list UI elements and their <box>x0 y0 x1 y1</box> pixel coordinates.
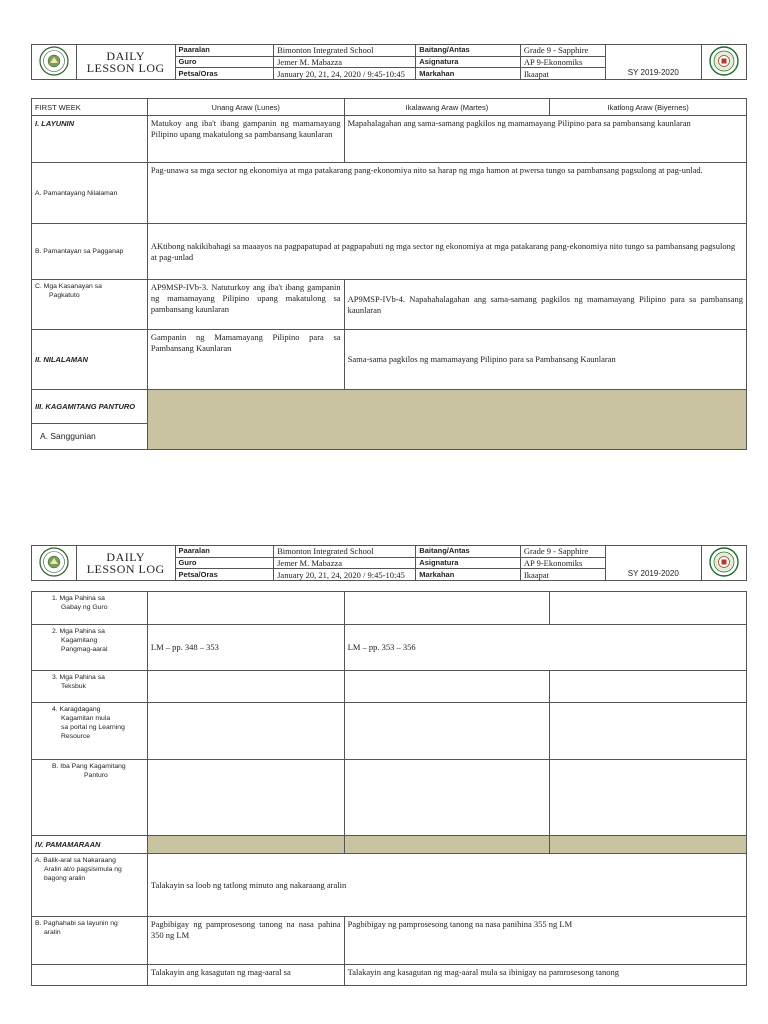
table-row <box>32 330 747 390</box>
gabay-guro-label: 1. Mga Pahina sa Gabay ng Guro <box>32 592 148 625</box>
subject-value: AP 9-Ekonomiks <box>520 56 605 68</box>
grade-value: Grade 9 - Sapphire <box>520 546 605 558</box>
nilalaman-day2: Sama-sama pagkilos ng mamamayang Pilipino para sa Pambansang Kaunlaran <box>344 330 746 390</box>
school-seal-cell <box>702 546 747 581</box>
table-row <box>32 671 747 703</box>
paghahabi-day2: Pagbibigay ng pamprosesong tanong na nasa panihina 355 ng LM <box>344 917 746 965</box>
pamamaraan-fill-day1 <box>147 836 344 854</box>
gabay-guro-day2 <box>344 592 550 625</box>
kagamitan-mag-aaral-label: 2. Mga Pahina sa Kagamitang Pangmag-aaral <box>32 625 148 671</box>
pamantayan-sa-pagganap-label: B. Pamantayan sa Pagganap <box>32 224 148 280</box>
gabay-guro-day3 <box>550 592 747 625</box>
karagdagang-day3 <box>550 703 747 760</box>
table-row <box>32 917 747 965</box>
grade-label: Baitang/Antas <box>416 546 521 558</box>
nilalaman-label: II. NILALAMAN <box>32 330 148 390</box>
pamantayang-nilalaman-text: Pag-unawa sa mga sector ng ekonomiya at mga patakarang pang-ekonomiya nito sa harap ng mga hamon at pwersa tungo sa pambansang pagsulong at pag-unlad. <box>147 163 746 224</box>
week-header: FIRST WEEK <box>32 99 148 116</box>
iba-pang-day3 <box>550 760 747 836</box>
pamamaraan-fill-day3 <box>550 836 747 854</box>
balik-aral-label: A. Balik-aral sa Nakaraang Aralin at/o pagsisimula ng bagong aralin <box>32 854 148 917</box>
teksbuk-label: 3. Mga Pahina sa Teksbuk <box>32 671 148 703</box>
pamantayan-sa-pagganap-text: AKtibong nakikibahagi sa maaayos na pagpapatupad at pagpapabuti ng mga sector ng ekonomiya at mga patakarang pang-ekonomiya nito tungo sa pambansang pagsulong at pag-unlad <box>147 224 746 280</box>
school-value: Bimonton Integrated School <box>274 45 416 57</box>
deped-seal-cell <box>32 546 77 581</box>
kasanayan-label: C. Mga Kasanayan sa Pagkatuto <box>32 280 148 330</box>
pamamaraan-fill-day2 <box>344 836 550 854</box>
table-row <box>32 703 747 760</box>
layunin-label: I. LAYUNIN <box>32 116 148 163</box>
school-seal-icon <box>707 546 741 578</box>
school-value: Bimonton Integrated School <box>274 546 416 558</box>
grade-value: Grade 9 - Sapphire <box>520 45 605 57</box>
document-title: DAILY LESSON LOG <box>76 45 175 80</box>
deped-seal-cell <box>32 45 77 80</box>
subject-value: AP 9-Ekonomiks <box>520 557 605 569</box>
quarter-value: Ikaapat <box>520 569 605 581</box>
kagamitan-fill <box>147 390 746 450</box>
teacher-label: Guro <box>175 56 274 68</box>
teksbuk-day2 <box>344 671 550 703</box>
table-row <box>32 280 747 330</box>
table-row <box>32 224 747 280</box>
school-seal-cell <box>702 45 747 80</box>
kagamitan-mag-aaral-day2: LM – pp. 353 – 356 <box>344 625 746 671</box>
date-label: Petsa/Oras <box>175 569 274 581</box>
subject-label: Asignatura <box>416 557 521 569</box>
table-row <box>32 965 747 986</box>
pamantayang-nilalaman-label: A. Pamantayang Nilalaman <box>32 163 148 224</box>
teksbuk-day3 <box>550 671 747 703</box>
day3-header: Ikatlong Araw (Biyernes) <box>550 99 747 116</box>
grade-label: Baitang/Antas <box>416 45 521 57</box>
iba-pang-day1 <box>147 760 344 836</box>
kasanayan-day1: AP9MSP-IVb-3. Natuturkoy ang iba't ibang gampanin ng mamamayang Pilipino upang makatulong sa pambansang kaunlaran <box>147 280 344 330</box>
layunin-day1: Matukoy ang iba't ibang gampanin ng mamamayang Pilipino upang makatulong sa pambansang kaunlaran <box>147 116 344 163</box>
pamamaraan-label: IV. PAMAMARAAN <box>32 836 148 854</box>
karagdagang-label: 4. Karagdagang Kagamitan mula sa portal ng Learning Resource <box>32 703 148 760</box>
table-row <box>32 163 747 224</box>
day2-header: Ikalawang Araw (Martes) <box>344 99 550 116</box>
iba-pang-label: B. Iba Pang Kagamitang Panturo <box>32 760 148 836</box>
document-title: DAILY LESSON LOG <box>76 546 175 581</box>
table-row <box>32 625 747 671</box>
quarter-value: Ikaapat <box>520 68 605 80</box>
gabay-guro-day1 <box>147 592 344 625</box>
date-label: Petsa/Oras <box>175 68 274 80</box>
date-value: January 20, 21, 24, 2020 / 9:45-10:45 <box>274 569 416 581</box>
nilalaman-day1: Gampanin ng Mamamayang Pilipino para sa Pambansang Kaunlaran <box>147 330 344 390</box>
table-row <box>32 854 747 917</box>
deped-seal-icon <box>37 546 71 578</box>
lesson-table-page1 <box>31 98 747 450</box>
talakayin-label <box>32 965 148 986</box>
teacher-value: Jemer M. Mabazza <box>274 56 416 68</box>
school-seal-icon <box>707 45 741 77</box>
school-year: SY 2019-2020 <box>605 546 701 581</box>
lesson-log-header <box>31 44 747 80</box>
karagdagang-day2 <box>344 703 550 760</box>
teacher-value: Jemer M. Mabazza <box>274 557 416 569</box>
kagamitan-mag-aaral-day1: LM – pp. 348 – 353 <box>147 625 344 671</box>
quarter-label: Markahan <box>416 569 521 581</box>
talakayin-day2: Talakayin ang kasagutan ng mag-aaral mula sa ibinigay na pamrosesong tanong <box>344 965 746 986</box>
layunin-day2: Mapahalagahan ang sama-samang pagkilos ng mamamayang Pilipino para sa pambansang kaunlaran <box>344 116 746 163</box>
table-row <box>32 836 747 854</box>
paghahabi-day1: Pagbibigay ng pamprosesong tanong na nasa pahina 350 ng LM <box>147 917 344 965</box>
day1-header: Unang Araw (Lunes) <box>147 99 344 116</box>
iba-pang-day2 <box>344 760 550 836</box>
kasanayan-day2: AP9MSP-IVb-4. Napahahalagahan ang sama-samang pagkilos ng mamamayang Pilipino para sa pambansang kaunlaran <box>344 280 746 330</box>
quarter-label: Markahan <box>416 68 521 80</box>
table-row <box>32 760 747 836</box>
lesson-table-page2 <box>31 591 747 986</box>
teacher-label: Guro <box>175 557 274 569</box>
table-row <box>32 116 747 163</box>
table-row <box>32 390 747 424</box>
sanggunian-label: A. Sanggunian <box>32 424 148 450</box>
subject-label: Asignatura <box>416 56 521 68</box>
school-year: SY 2019-2020 <box>605 45 701 80</box>
table-row <box>32 592 747 625</box>
school-label: Paaralan <box>175 45 274 57</box>
karagdagang-day1 <box>147 703 344 760</box>
school-label: Paaralan <box>175 546 274 558</box>
kagamitan-label: III. KAGAMITANG PANTURO <box>32 390 148 424</box>
deped-seal-icon <box>37 45 71 77</box>
talakayin-day1: Talakayin ang kasagutan ng mag-aaral sa <box>147 965 344 986</box>
date-value: January 20, 21, 24, 2020 / 9:45-10:45 <box>274 68 416 80</box>
lesson-log-header-page2 <box>31 545 747 581</box>
teksbuk-day1 <box>147 671 344 703</box>
paghahabi-label: B. Paghahabi sa layunin ng aralin <box>32 917 148 965</box>
balik-aral-text: Talakayin sa loob ng tatlong minuto ang nakaraang aralin <box>147 854 746 917</box>
